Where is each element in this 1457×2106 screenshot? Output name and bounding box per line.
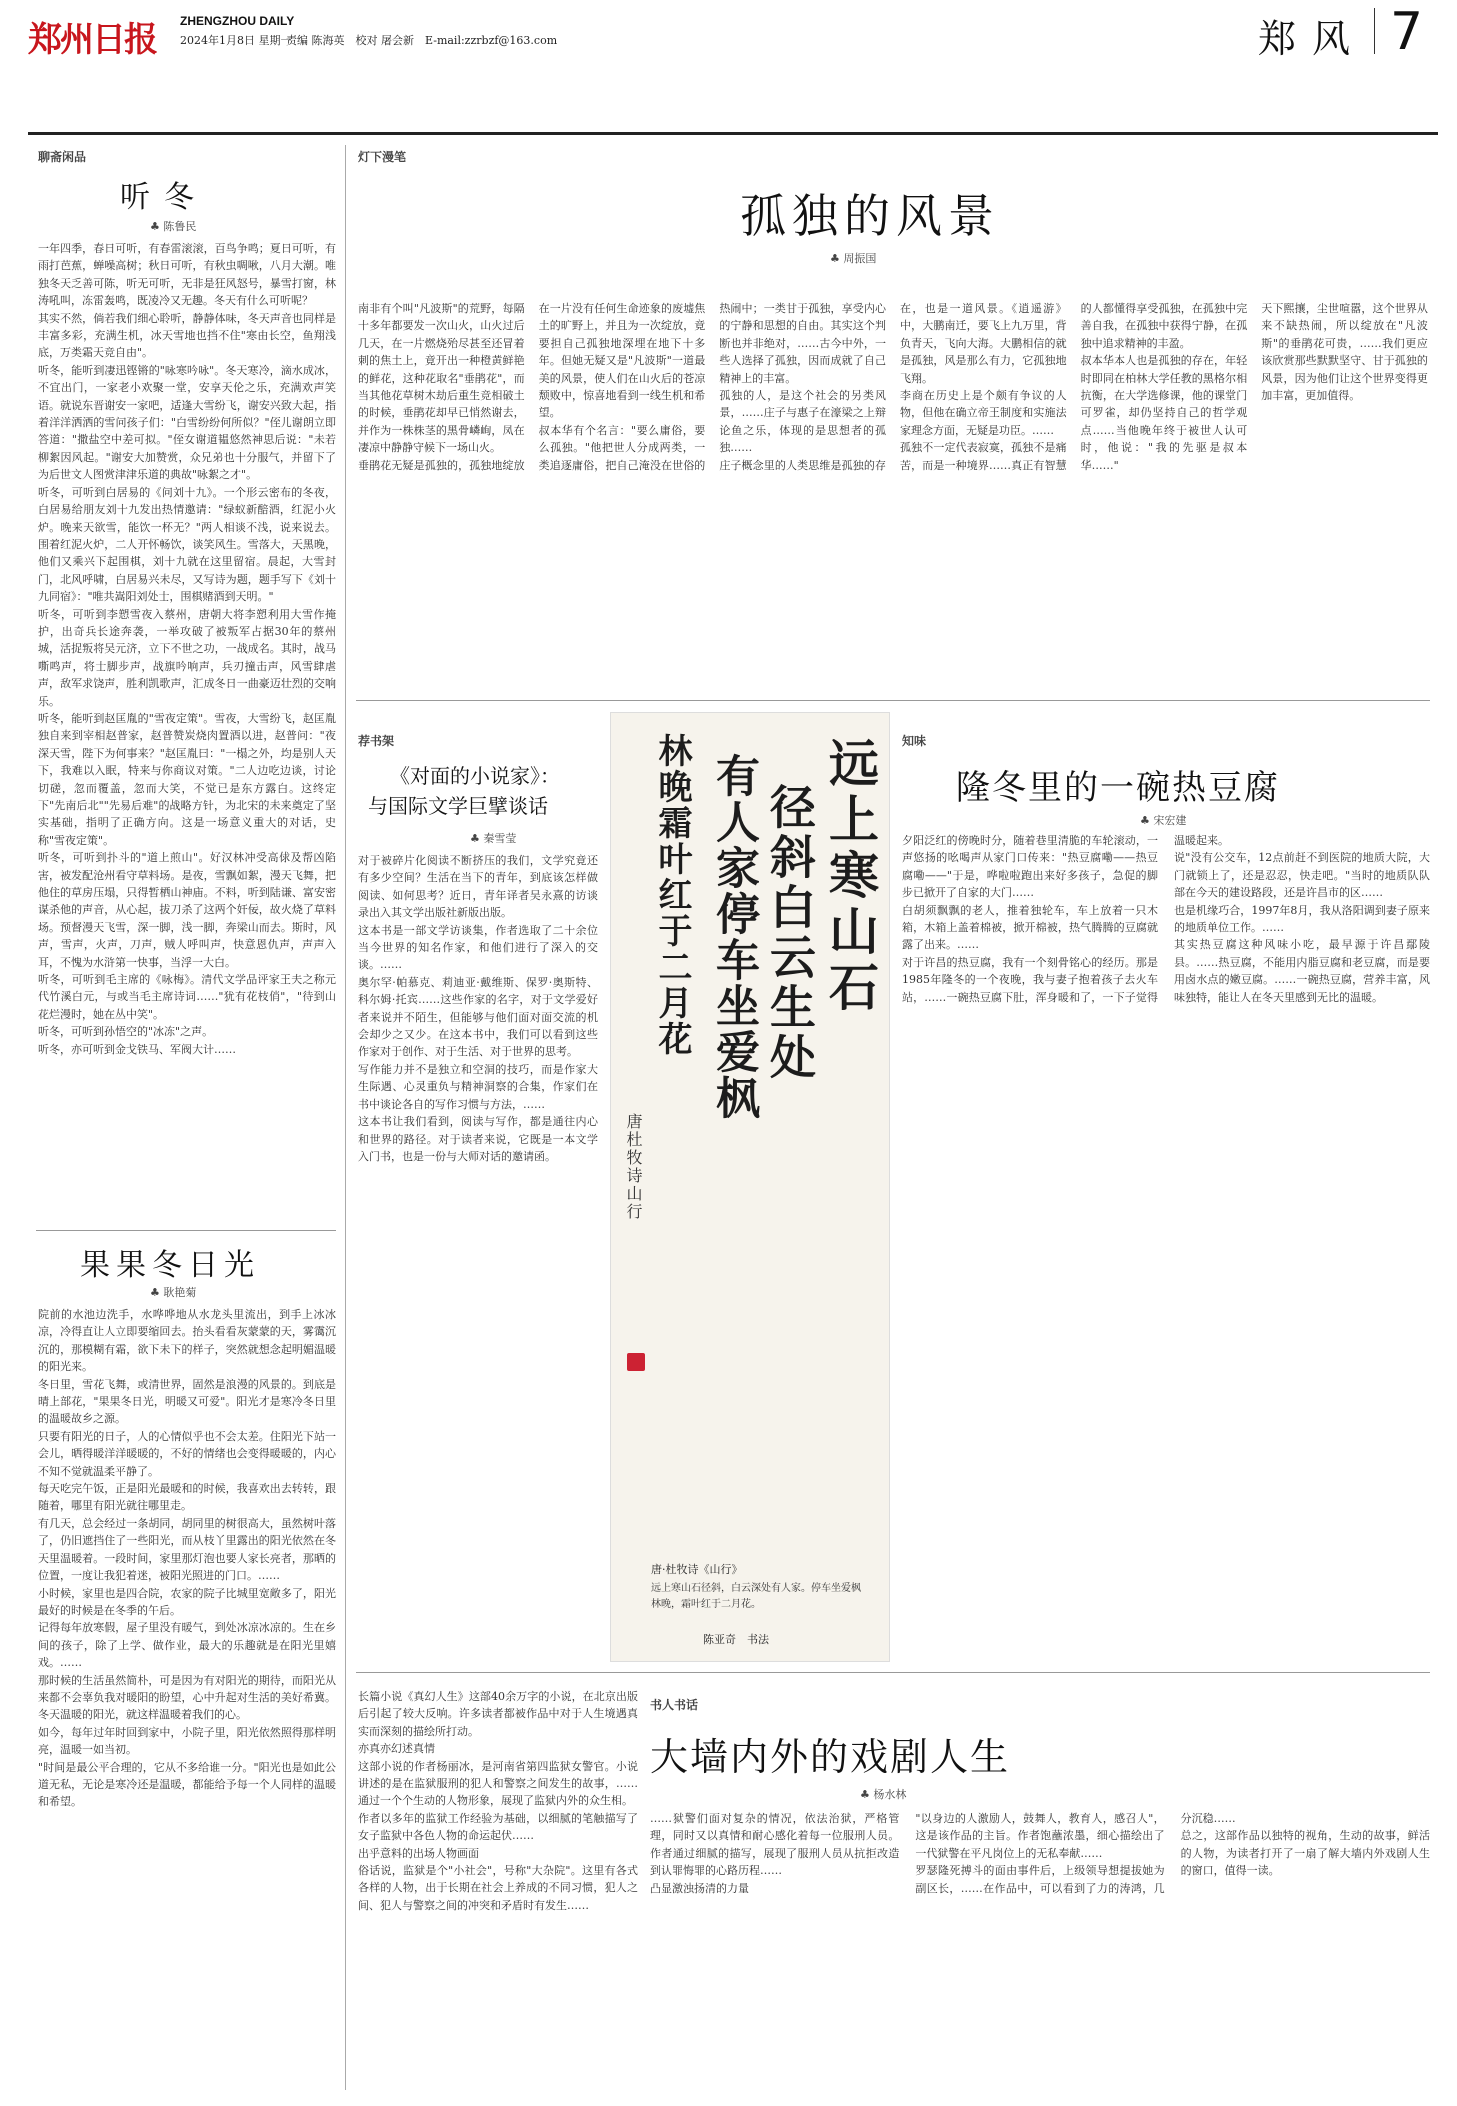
column-tag-zhiwei: 知味 [902, 734, 927, 748]
divider-main-bottom [356, 1672, 1430, 1673]
divider-left-mid [36, 1230, 336, 1231]
page-number: 7 [1390, 2, 1424, 62]
article-body-tingdong: 一年四季，春日可听，有春雷滚滚，百鸟争鸣；夏日可听，有雨打芭蕉，蝉噪高树；秋日可听，有秋虫啁啾，八月大潮。唯独冬天乏善可陈，听无可听，无非是狂风怒号，暴雪打窗，林涛吼叫，冻雷轰鸣，既凌冷又无趣。冬天有什么可听呢？ 其实不然，倘若我们细心聆听，静静体味，冬天声音也同样是丰富多彩，充满生机，冰天雪地也挡不住"寒由长空，鱼翔浅底，万类霜天竞自由"。 听冬，能听到凄迅铿锵的"咏寒吟咏"。冬天寒冷，滴水成冰，不宜出门，一家老小欢聚一堂，安享天伦之乐，充满欢声笑语。就说东晋谢安一家吧，适逢大雪纷飞，谢安兴致大起，指着洋洋洒洒的雪问孩子们："白雪纷纷何所似？"侄儿谢朗立即答道："撒盐空中差可拟。"侄女谢道韫悠然神思后说："未若柳絮因风起。"谢安大加赞赏，众兄弟也十分服气，并留下了为后世文人图赏津津乐道的典故"咏絮之才"。 听冬，可听到白居易的《问刘十九》。一个形云密布的冬夜，白居易给朋友刘十九发出热情邀请："绿蚁新醅酒，红泥小火炉。晚来天欲雪，能饮一杯无？"两人相谈不浅，说来说去。围着红泥火炉，二人开怀畅饮，谈笑风生。雪落大，天黑晚，他们又乘兴下起围棋，刘十九就在这里留宿。晨起，大雪封门，北风呼啸，白居易兴未尽，又写诗为题，题手写下《刘十九同宿》："唯共嵩阳刘处士，围棋赌酒到天明。" 听冬，可听到李愬雪夜入蔡州，唐朝大将李愬利用大雪作掩护，出奇兵长途奔袭，一举攻破了被叛军占据30年的蔡州城，活捉叛将吴元济，立下不世之功，一战成名。其时，战马嘶鸣声，将士脚步声，战旗吟响声，兵刃撞击声，风雪肆虐声，敌军求饶声，胜利凯歌声，汇成冬日一曲豪迈壮烈的交响乐。 听冬，能听到赵匡胤的"雪夜定策"。雪夜，大雪纷飞，赵匡胤独自来到宰相赵普家，赵普赞炭烧肉置酒以进，赵普问："夜深天雪，陛下为何事来？"赵匡胤曰："一榻之外，均是别人天下，我难以入眠，特来与你商议对策。"二人边吃边谈，讨论切磋，忽而覆盖，忽而大笑，不觉已是东方露白。这终定下"先南后北""先易后难"的战略方针，为北宋的未来奠定了坚实基础，指明了正确方向。这是一场意义重大的对话，史称"雪夜定策"。 听冬，可听到扑斗的"道上煎山"。好汉林冲受高俅及帮凶陷害，被发配沧州看守草料场。是夜，雪飘如絮，漫天飞舞，把他住的草房压塌，只得暂栖山神庙。不料，听到陆谦、富安密谋杀他的声音，从心起，拔刀杀了这两个奸佞，故火烧了草料场。预督漫天飞雪，深一脚，浅一脚，奔梁山而去。斯时，风声，雪声，火声，刀声，贼人呼叫声，快意恩仇声，声声入耳，不愧为水浒第一快事，当浮一大白。 听冬，可听到毛主席的《咏梅》。清代文学品评家王夫之称元代竹溪白元，与或当毛主席诗词……"犹有花枝俏"，"待到山花烂漫时，她在丛中笑"。 听冬，可听到孙悟空的"冰冻"之声。 听冬，亦可听到金戈铁马、军阀大计…… [38, 242, 336, 1056]
column-tag-jianshujia: 荐书架 [358, 734, 395, 748]
article-title-tuijian-1: 《对面的小说家》： [390, 764, 560, 788]
page-number-divider [1374, 8, 1375, 54]
section-name: 郑风 [1258, 17, 1367, 61]
author-gudu: ♣ 周振国 [830, 252, 877, 265]
article-title-daqiang: 大墙内外的戏剧人生 [650, 1735, 1011, 1779]
author-name: 陈鲁民 [163, 220, 197, 233]
calligraphy-caption-title: 唐·杜牧诗《山行》 [651, 1563, 743, 1576]
calligraphy-credit: 陈亚奇 书法 [703, 1633, 769, 1646]
article-title-guoguo: 果果冬日光 [80, 1248, 260, 1283]
article-body-daqiang-left: 长篇小说《真幻人生》这部40余万字的小说，在北京出版后引起了较大反响。许多读者都被作品中对于人生境遇真实而深刻的描绘所打动。 亦真亦幻述真情 这部小说的作者杨丽冰，是河南省第四监狱女警官。小说讲述的是在监狱服刑的犯人和警察之间发生的故事，……通过一个个生动的人物形象，展现了监狱内外的众生相。 作者以多年的监狱工作经验为基础，以细腻的笔触描写了女子监狱中各色人物的命运起伏…… 出乎意料的出场人物画面 俗话说，监狱是个"小社会"，号称"大杂院"。这里有各式各样的人物，出于长期在社会上养成的不同习惯，犯人之间、犯人与警察之间的冲突和矛盾时有发生…… [358, 1690, 638, 1912]
article-title-tingdong: 听冬 [120, 180, 208, 215]
divider-main-top [356, 700, 1430, 701]
calligraphy-column-2: 径斜白云生处 [763, 783, 817, 1083]
author-name: 秦雪莹 [483, 832, 517, 845]
column-tag-liaozhai: 聊斋闲品 [38, 150, 87, 164]
author-name: 耿艳菊 [163, 1286, 197, 1299]
calligraphy-column-4: 林晚霜叶红于二月花 [652, 733, 692, 1057]
calligraphy-column-3: 有人家停车坐爱枫 [708, 753, 759, 1121]
calligraphy-column-1: 远上寒山石 [821, 737, 880, 1017]
column-divider-left [345, 145, 346, 2090]
column-tag-shuren: 书人书话 [650, 1698, 699, 1712]
author-tuijian: ♣ 秦雪莹 [470, 832, 517, 845]
masthead-rule [28, 132, 1438, 135]
article-body-guoguo: 院前的水池边洗手，水哗哗地从水龙头里流出，到手上冰冰凉，冷得直让人立即要缩回去。抬头看看灰蒙蒙的天，雾霭沉沉的，那模糊有霜，欲下未下的样子，突然就想念起明媚温暖的阳光来。 冬日里，雪花飞舞，或清世界，固然是浪漫的风景的。到底是晴上部花，"果果冬日光，明暖又可爱"。阳光才是寒冷冬日里的温暖故乡之源。 只要有阳光的日子，人的心情似乎也不会太差。住阳光下站一会儿，晒得暖洋洋暖暖的，不好的情绪也会变得暖暖的，内心不知不觉就温柔平静了。 每天吃完午饭，正是阳光最暖和的时候，我喜欢出去转转，跟随着，哪里有阳光就往哪里走。 有几天，总会经过一条胡同，胡同里的树很高大，虽然树叶落了，仍旧遮挡住了一些阳光，而从枝丫里露出的阳光依然在冬天里温暖着。一段时间，家里那灯泡也要人家长亮者，那晒的位置，一度让我犯着迷，被阳光照进的门口。…… 小时候，家里也是四合院，农家的院子比城里宽敞多了，阳光最好的时候是在冬季的午后。 记得每年放寒假，屋子里没有暖气，到处冰凉冰凉的。生在乡间的孩子，除了上学、做作业，最大的乐趣就是在阳光里嬉戏。…… 那时候的生活虽然简朴，可是因为有对阳光的期待，而阳光从来都不会辜负我对暖阳的盼望，心中升起对生活的美好希冀。冬天温暖的阳光，就这样温暖着我们的心。 如今，每年过年时回到家中，小院子里，阳光依然照得那样明亮，温暖一如当初。 "时间是最公平合理的，它从不多给谁一分。"阳光也是如此公道无私，无论是寒冷还是温暖，都能给予每一个人同样的温暖和希望。 [38, 1308, 336, 1809]
calligraphy-panel [610, 712, 890, 1662]
author-guoguo: ♣ 耿艳菊 [150, 1286, 197, 1299]
author-name: 周振国 [843, 252, 877, 265]
article-title-gudu: 孤独的风景 [740, 189, 1000, 243]
masthead [28, 2, 1438, 120]
article-title-tuijian-2: 与国际文学巨擘谈话 [368, 794, 548, 818]
author-name: 杨水林 [873, 1788, 907, 1801]
calligraphy-poem-text: 远上寒山石径斜，白云深处有人家。停车坐爱枫林晚，霜叶红于二月花。 [651, 1583, 861, 1610]
article-body-daqiang-right: ……狱警们面对复杂的情况，依法治狱，严格管理，同时又以真情和耐心感化着每一位服刑人员。作者通过细腻的描写，展现了服刑人员从抗拒改造到认罪悔罪的心路历程…… 凸显激浊扬清的力量 "以身边的人激励人，鼓舞人，教育人，感召人"，这是该作品的主旨。作者饱蘸浓墨，细心描绘出了一代狱警在平凡岗位上的无私奉献…… 罗瑟隆死搏斗的面由事件后，上级领导想提拔她为副区长，……在作品中，可以看到了力的涛鸿，几分沉稳…… 总之，这部作品以独特的视角，生动的故事，鲜活的人物，为读者打开了一扇了解大墙内外戏剧人生的窗口，值得一读。 [650, 1812, 1430, 1895]
masthead-logo: 郑州日报 [28, 20, 156, 60]
calligraphy-signature: 唐杜牧诗山行 [624, 1113, 643, 1221]
calligraphy-seal [627, 1353, 645, 1371]
paper-name-en: ZHENGZHOU DAILY [180, 14, 295, 28]
article-body-gudu: 南非有个叫"凡波斯"的荒野，每隔十多年都要发一次山火，山火过后几天，在一片燃烧殆尽甚至还冒着刺的焦土上，竟开出一种橙黄鲜艳的鲜花，这种花取名"垂鹃花"，而当其他花草树木劫后重生竞相破土的时候，垂鹃花却早已悄然谢去，并作为一株株茎的黑骨嶙峋，凤在凄凉中静静守候下一场山火。 垂鹃花无疑是孤独的，孤独地绽放在一片没有任何生命迹象的废墟焦土的旷野上，并且为一次绽放，竟要担自己孤独地深埋在地下十多年。但她无疑又是"凡波斯"一道最美的风景，使人们在山火后的苍凉颓败中，惊喜地看到一线生机和希望。 叔本华有个名言："要么庸俗，要么孤独。"他把世人分成两类，一类追逐庸俗，把自己淹没在世俗的热闹中；一类甘于孤独，享受内心的宁静和思想的自由。其实这个判断也并非绝对，……古今中外，一些人选择了孤独，因而成就了自己精神上的丰富。 孤独的人，是这个社会的另类风景，……庄子与惠子在濠梁之上辩论鱼之乐，体现的是思想者的孤独…… 庄子概念里的人类思维是孤独的存在，也是一道风景。《逍遥游》中，大鹏南迁，要飞上九万里，背负青天，飞向大海。大鹏相信的就是孤独，风是那么有力，它孤独地飞翔。 李商在历史上是个颇有争议的人物，但他在确立帝王制度和实施法家理念方面，无疑是功臣。…… 孤独不一定代表寂寞，孤独不是痛苦，而是一种境界……真正有智慧的人都懂得享受孤独，在孤独中完善自我，在孤独中获得宁静，在孤独中追求精神的丰盈。 叔本华本人也是孤独的存在，年轻时即同在柏林大学任教的黑格尔相抗衡，在大学选修课，他的课堂门可罗雀，却仍坚持自己的哲学观点……当他晚年终于被世人认可时，他说："我的先驱是叔本华……" 天下熙攘，尘世喧嚣，这个世界从来不缺热闹，所以绽放在"凡波斯"的垂鹃花可贵，……我们更应该欣赏那些默默坚守、甘于孤独的风景，因为他们让这个世界变得更加丰富，更加值得。 [358, 302, 1428, 472]
author-doufu: ♣ 宋宏建 [1140, 814, 1187, 827]
article-body-doufu: 夕阳泛红的傍晚时分，随着巷里清脆的车轮滚动，一声悠扬的吆喝声从家门口传来："热豆腐嘞——热豆腐嘞——"于是，哗啦啦跑出来好多孩子，急促的脚步已掀开了自家的大门…… 白胡须飘飘的老人，推着独轮车，车上放着一只木箱，木箱上盖着棉被，掀开棉被，热气腾腾的豆腐就露了出来。…… 对于许昌的热豆腐，我有一个刻骨铭心的经历。那是1985年隆冬的一个夜晚，我与妻子抱着孩子去火车站，……一碗热豆腐下肚，浑身暖和了，一下子觉得温暖起来。 说"没有公交车，12点前赶不到医院的地质大院，大门就锁上了，还是忍忍，快走吧。"当时的地质队队部在今天的建设路段，还是许昌市的区…… 也是机缘巧合，1997年8月，我从洛阳调到妻子原来的地质单位工作。…… 其实热豆腐这种风味小吃，最早源于许昌鄢陵县。……热豆腐，不能用内脂豆腐和老豆腐，而是要用卤水点的嫩豆腐。……一碗热豆腐，营养丰富，风味独特，能让人在冬天里感到无比的温暖。 [902, 834, 1430, 1004]
author-tingdong: ♣ 陈鲁民 [150, 220, 197, 233]
article-title-doufu: 隆冬里的一碗热豆腐 [956, 768, 1280, 808]
author-name: 宋宏建 [1153, 814, 1187, 827]
masthead-editors: 责编 陈海英 校对 屠会新 E-mail:zzrbzf@163.com [286, 34, 558, 47]
masthead-date: 2024年1月8日 星期一 [180, 34, 292, 47]
column-tag-dengxia: 灯下漫笔 [358, 150, 407, 164]
author-daqiang: ♣ 杨水林 [860, 1788, 907, 1801]
article-body-tuijian: 对于被碎片化阅读不断挤压的我们，文学究竟还有多少空间？生活在当下的青年，到底该怎样做阅读、如何思考？近日，青年译者吴永熹的访谈录出入其文学出版社新版出版。 这本书是一部文学访谈集，作者选取了二十余位当今世界的知名作家，和他们进行了深入的交谈。…… 奥尔罕·帕慕克、莉迪亚·戴维斯、保罗·奥斯特、科尔姆·托宾……这些作家的名字，对于文学爱好者来说并不陌生，但能够与他们面对面交流的机会却少之又少。在这本书中，我们可以看到这些作家对于创作、对于生活、对于世界的思考。 写作能力并不是独立和空洞的技巧，而是作家大生际遇、心灵重负与精神洞察的合集，作家们在书中谈论各自的写作习惯与方法，…… 这本书让我们看到，阅读与写作，都是通往内心和世界的路径。对于读者来说，它既是一本文学入门书，也是一份与大师对话的邀请函。 [358, 854, 598, 1163]
